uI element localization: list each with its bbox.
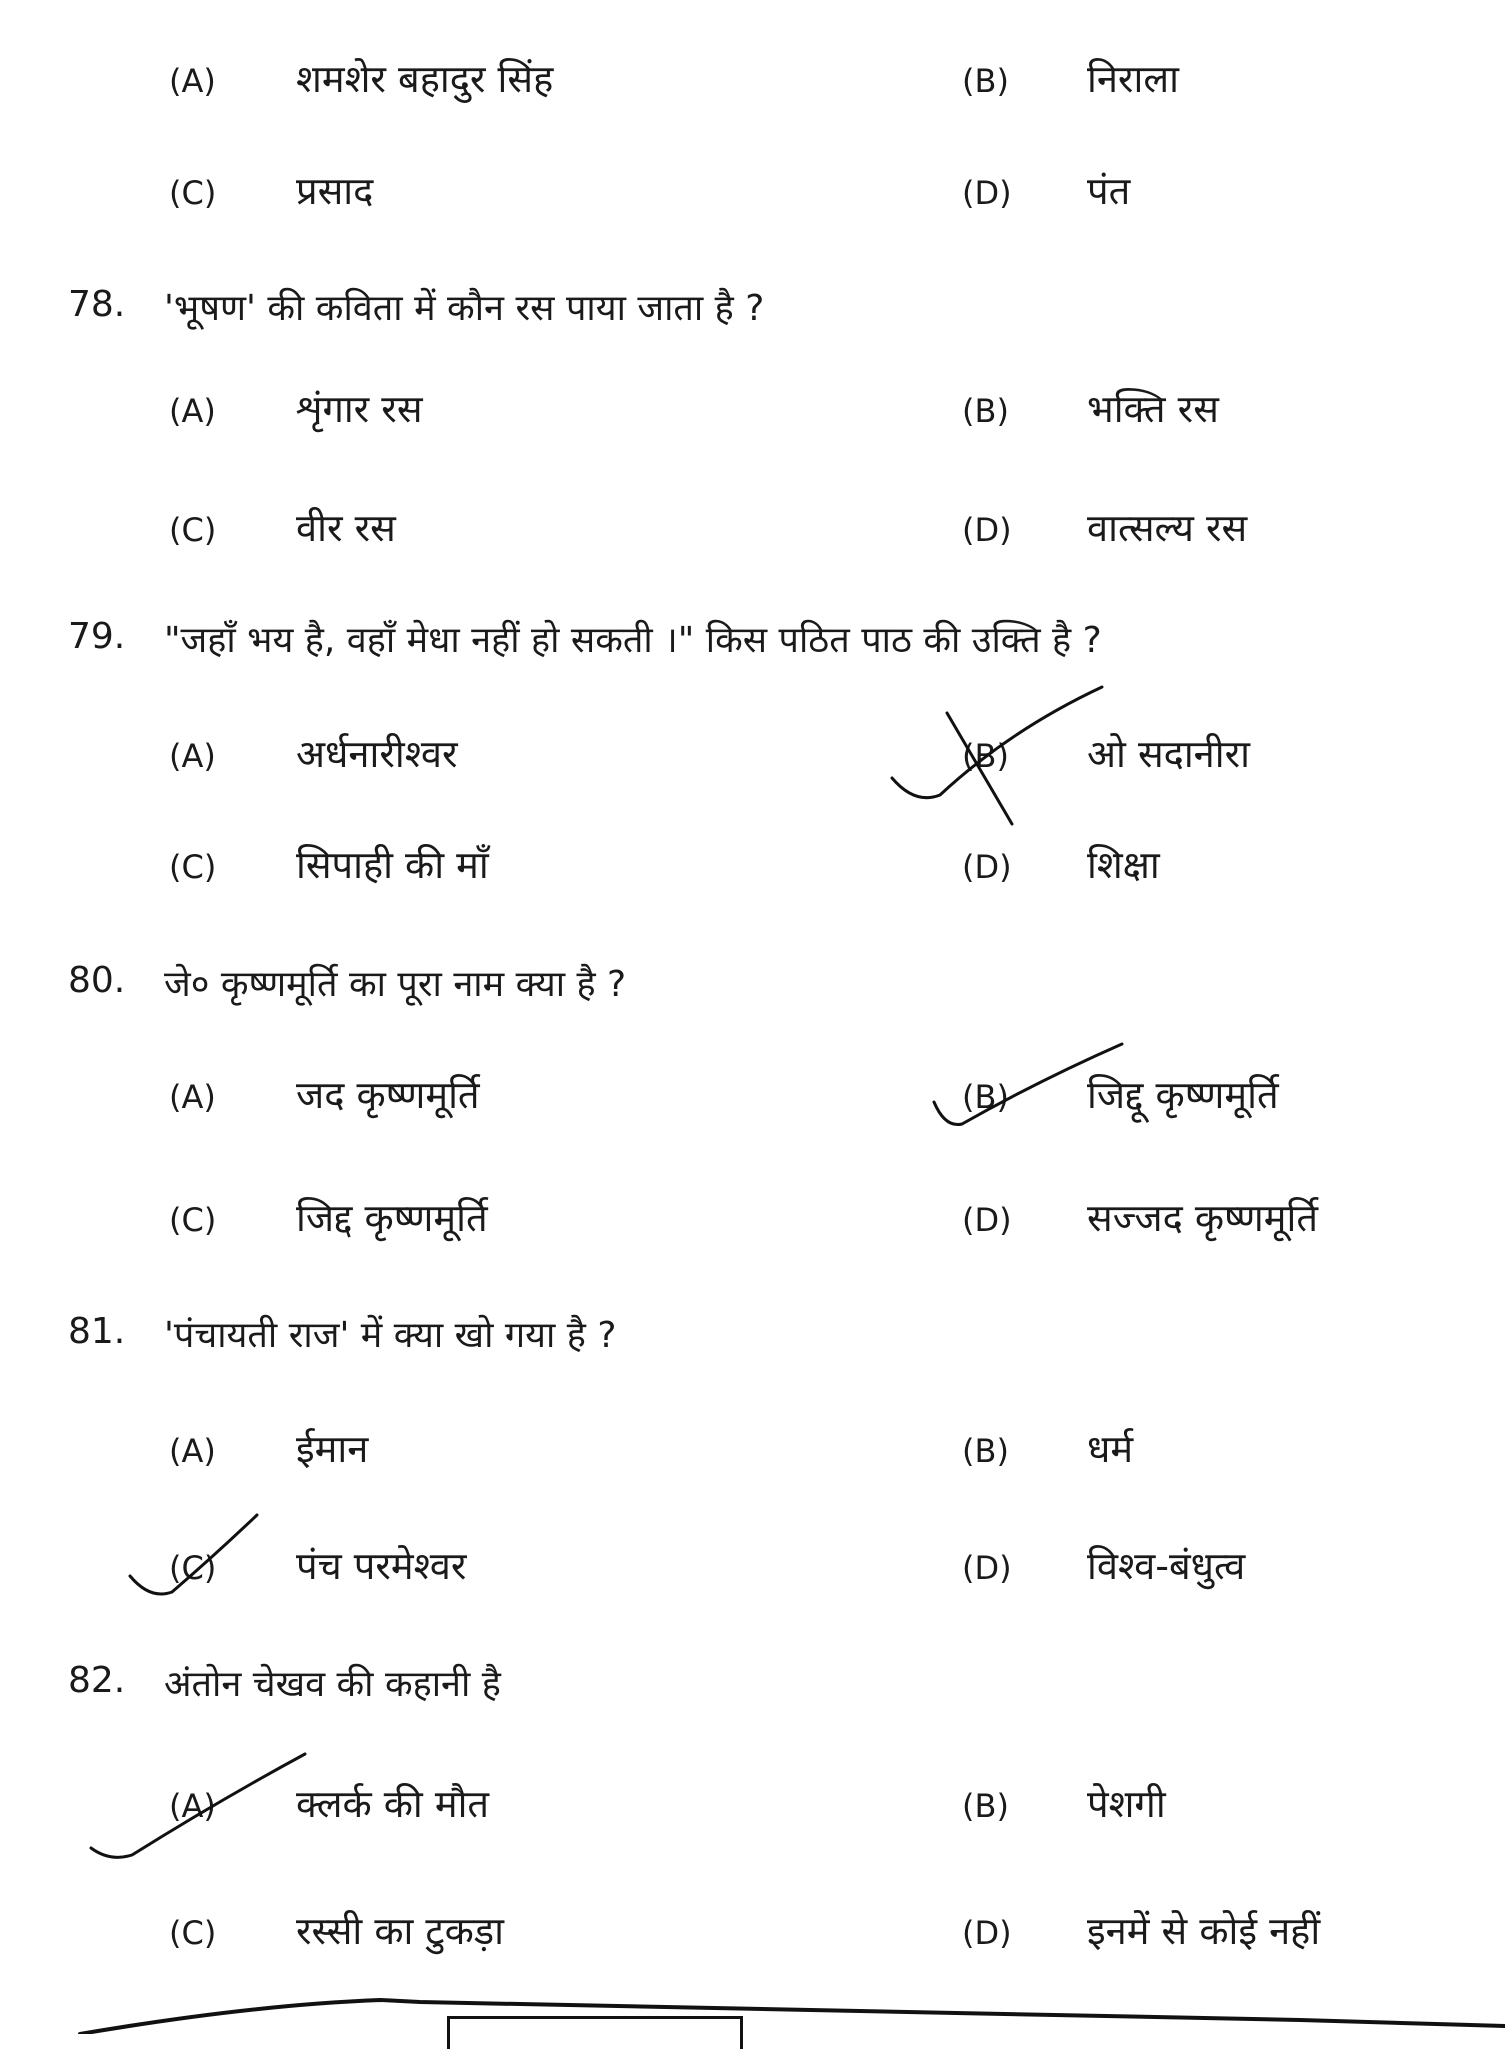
question-number: 80. [68,960,126,1001]
option-text[interactable]: पेशगी [1087,1782,1166,1826]
option-text[interactable]: ईमान [296,1427,369,1471]
option-text[interactable]: अर्धनारीश्वर [296,732,458,776]
option-label[interactable]: (A) [169,737,216,775]
option-label[interactable]: (D) [962,1549,1012,1587]
question-number: 78. [68,284,126,325]
option-label[interactable]: (A) [169,1078,216,1116]
question-number: 82. [68,1660,126,1701]
option-label[interactable]: (B) [962,1432,1009,1470]
option-text[interactable]: निराला [1087,57,1179,101]
tick-mark-q82-a [91,1754,305,1857]
tick-mark-q79-b [892,687,1102,824]
option-label[interactable]: (D) [962,848,1012,886]
option-text[interactable]: जिद्द कृष्णमूर्ति [296,1196,488,1240]
option-text[interactable]: जिद्दू कृष्णमूर्ति [1087,1073,1279,1117]
option-text[interactable]: इनमें से कोई नहीं [1087,1909,1321,1953]
question-text: जे० कृष्णमूर्ति का पूरा नाम क्या है ? [164,964,627,1005]
option-label[interactable]: (C) [169,848,217,886]
option-label[interactable]: (B) [962,62,1009,100]
option-label[interactable]: (B) [962,1078,1009,1116]
question-text: "जहाँ भय है, वहाँ मेधा नहीं हो सकती ।" किस पठित पाठ की उक्ति है ? [164,620,1102,661]
question-text: 'भूषण' की कविता में कौन रस पाया जाता है ? [164,288,765,329]
option-text[interactable]: वीर रस [296,506,396,550]
option-label[interactable]: (C) [169,1549,217,1587]
question-text: अंतोन चेखव की कहानी है [164,1664,501,1705]
option-label[interactable]: (C) [169,1201,217,1239]
option-label[interactable]: (A) [169,1787,216,1825]
tick-mark-q80-b [934,1044,1122,1125]
option-label[interactable]: (A) [169,392,216,430]
option-label[interactable]: (B) [962,737,1009,775]
footer-code-box [447,2016,743,2049]
option-text[interactable]: शिक्षा [1087,843,1160,887]
question-text: 'पंचायती राज' में क्या खो गया है ? [164,1315,617,1356]
option-text[interactable]: प्रसाद [296,169,374,213]
option-label[interactable]: (B) [962,1787,1009,1825]
question-number: 81. [68,1311,126,1352]
option-text[interactable]: पंच परमेश्वर [296,1544,467,1588]
option-label[interactable]: (A) [169,62,216,100]
question-number: 79. [68,616,126,657]
option-label[interactable]: (A) [169,1432,216,1470]
option-text[interactable]: सिपाही की माँ [296,843,489,887]
tick-mark-q81-c [130,1515,257,1594]
option-label[interactable]: (C) [169,174,217,212]
option-text[interactable]: विश्व-बंधुत्व [1087,1544,1246,1588]
option-label[interactable]: (D) [962,511,1012,549]
option-text[interactable]: भक्ति रस [1087,387,1219,431]
option-text[interactable]: रस्सी का टुकड़ा [296,1909,504,1953]
option-text[interactable]: वात्सल्य रस [1087,506,1248,550]
option-text[interactable]: शृंगार रस [296,387,423,431]
option-label[interactable]: (C) [169,511,217,549]
footer-border-line [80,2000,1505,2034]
option-text[interactable]: धर्म [1087,1427,1134,1471]
option-label[interactable]: (B) [962,392,1009,430]
option-text[interactable]: सज्जद कृष्णमूर्ति [1087,1196,1318,1240]
option-text[interactable]: क्लर्क की मौत [296,1782,490,1826]
option-text[interactable]: पंत [1087,169,1131,213]
option-text[interactable]: ओ सदानीरा [1087,732,1250,776]
option-label[interactable]: (D) [962,1914,1012,1952]
option-text[interactable]: शमशेर बहादुर सिंह [296,57,554,101]
option-text[interactable]: जद कृष्णमूर्ति [296,1073,480,1117]
option-label[interactable]: (D) [962,1201,1012,1239]
option-label[interactable]: (C) [169,1914,217,1952]
option-label[interactable]: (D) [962,174,1012,212]
